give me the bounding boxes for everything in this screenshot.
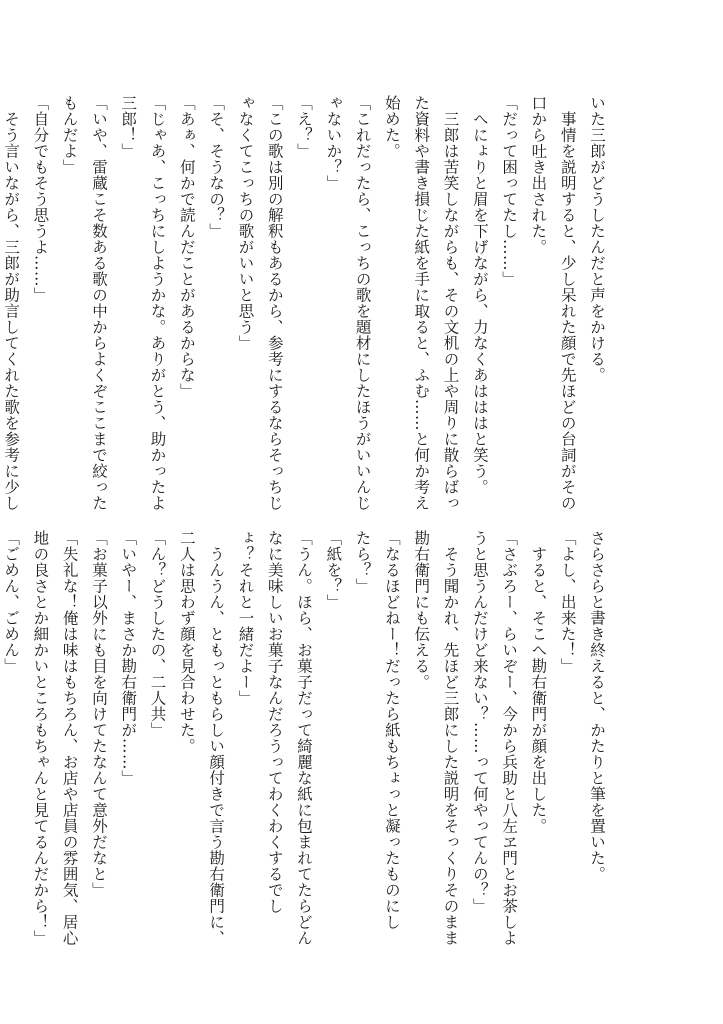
text-line: 「あぁ、何かで読んだことがあるからな」 xyxy=(177,95,196,399)
text-line: 「よし、出来た！」 xyxy=(558,530,577,674)
text-line: 「うん。ほら、お菓子だって綺麗な紙に包まれてたらどん xyxy=(295,530,314,946)
text-line: さらさらと書き終えると、かたりと筆を置いた。 xyxy=(588,530,606,882)
text-line: 始めた。 xyxy=(382,95,401,159)
text-line: うと思うんだけど来ない？……って何やってんの？」 xyxy=(470,530,489,914)
text-line: 「この歌は別の解釈もあるから、参考にするならそっちじ xyxy=(265,95,284,511)
text-line: た資料や書き損じた紙を手に取ると、ふむ……と何か考え xyxy=(412,95,431,511)
text-line: なに美味しいお菓子なんだろうってわくわくするでし xyxy=(265,530,284,914)
text-line: ょ？それと一緒だよー」 xyxy=(236,530,255,706)
text-line: 口から吐き出された。 xyxy=(529,95,548,255)
text-line: ゃなくてこっちの歌がいいと思う」 xyxy=(236,95,255,351)
text-line: たら？」 xyxy=(353,530,372,594)
text-line: いた三郎がどうしたんだと声をかける。 xyxy=(588,95,606,383)
text-line: 三郎は苦笑しながらも、その文机の上や周りに散らばっ xyxy=(441,95,460,511)
text-line: 「なるほどねー！だったら紙もちょっと凝ったものにし xyxy=(382,530,401,930)
text-line: 「自分でもそう思うよ……」 xyxy=(31,95,50,303)
text-line: もんだよ」 xyxy=(60,95,79,175)
text-line: 三郎！」 xyxy=(119,95,138,159)
bottom-text-block xyxy=(2,530,611,946)
text-line: 「これだったら、こっちの歌を題材にしたほうがいいんじ xyxy=(353,95,372,511)
text-line: 「いやー、まさか勘右衛門が……」 xyxy=(119,530,138,786)
text-line: 「いや、雷蔵こそ数ある歌の中からよくぞここまで絞った xyxy=(89,95,108,511)
text-line: 「お菓子以外にも目を向けてたなんて意外だなと」 xyxy=(89,530,108,898)
text-line: 「だって困ってたし……」 xyxy=(500,95,519,287)
text-line: そう聞かれ、先ほど三郎にした説明をそっくりそのまま xyxy=(441,530,460,946)
text-line: 「さぶろー、らいぞー、今から兵助と八左ヱ門とお茶しよ xyxy=(500,530,519,946)
text-line: へにょりと眉を下げながら、力なくあはははと笑う。 xyxy=(470,95,489,495)
text-line: 「ん？どうしたの、二人共」 xyxy=(148,530,167,738)
text-line: 「え？」 xyxy=(295,95,314,159)
top-text-block xyxy=(2,95,611,511)
text-line: 「じゃあ、こっちにしようかな。ありがとう、助かったよ xyxy=(148,95,167,511)
text-line: 「紙を？」 xyxy=(324,530,343,610)
text-line: すると、そこへ勘右衛門が顔を出した。 xyxy=(529,530,548,834)
text-line: 勘右衛門にも伝える。 xyxy=(412,530,431,690)
text-line: そう言いながら、三郎が助言してくれた歌を参考に少し xyxy=(2,95,21,511)
text-line: 二人は思わず顔を見合わせた。 xyxy=(177,530,196,754)
text-line: 「失礼な！俺は味はもちろん、お店や店員の雰囲気、居心 xyxy=(60,530,79,946)
text-line: 「ごめん、ごめん」 xyxy=(2,530,21,674)
text-line: 「そ、そうなの？」 xyxy=(207,95,226,239)
text-line: うんうん、ともっともらしい顔付きで言う勘右衛門に、 xyxy=(207,530,226,946)
text-line: 地の良さとか細かいところもちゃんと見てるんだから！」 xyxy=(31,530,50,946)
text-line: 事情を説明すると、少し呆れた顔で先ほどの台詞がその xyxy=(558,95,577,511)
text-line: ゃないか？」 xyxy=(324,95,343,191)
